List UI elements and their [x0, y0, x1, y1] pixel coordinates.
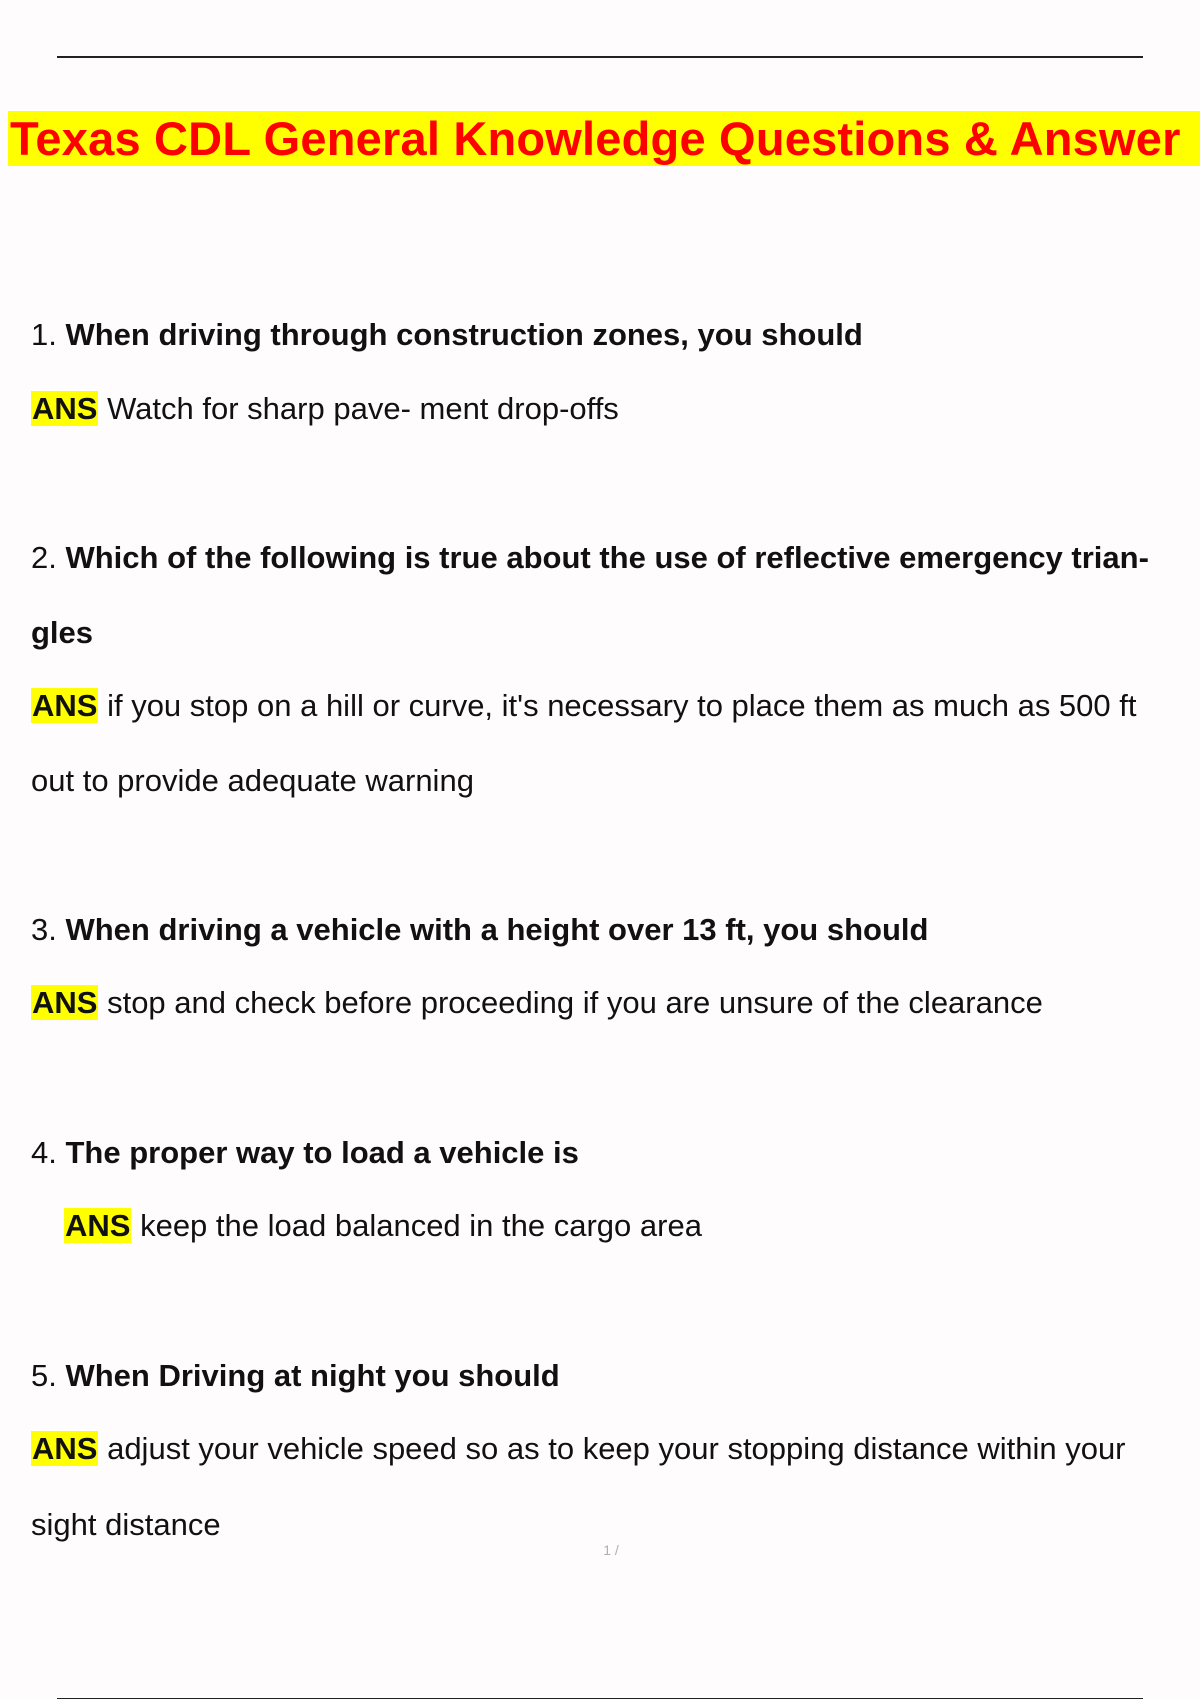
- answer-text: stop and check before proceeding if you are unsure of the clearance: [107, 985, 1043, 1020]
- question-text: When driving a vehicle with a height over 13 ft, you should: [65, 912, 929, 947]
- question-text: When Driving at night you should: [65, 1358, 560, 1393]
- ans-label: ANS: [32, 985, 98, 1020]
- question-number: 4.: [31, 1135, 57, 1170]
- question-1: [31, 317, 863, 353]
- question-5: [31, 1358, 560, 1394]
- answer-text: Watch for sharp pave- ment drop-offs: [107, 391, 619, 426]
- ans-label: ANS: [32, 391, 98, 426]
- question-number: 1.: [31, 317, 57, 352]
- top-rule: [57, 56, 1143, 58]
- answer-1: [31, 389, 619, 429]
- bottom-rule: [57, 1698, 1143, 1699]
- answer-2-continuation: out to provide adequate warning: [31, 763, 474, 798]
- answer-4: [64, 1206, 702, 1246]
- ans-label: ANS: [32, 688, 98, 723]
- question-text: The proper way to load a vehicle is: [65, 1135, 579, 1170]
- answer-text: keep the load balanced in the cargo area: [140, 1208, 702, 1243]
- question-number: 2.: [31, 540, 57, 575]
- question-text: Which of the following is true about the use of reflective emergency trian-: [65, 540, 1149, 575]
- question-2: [31, 540, 1149, 576]
- ans-label: ANS: [65, 1208, 131, 1243]
- answer-5: [31, 1429, 1126, 1469]
- question-3: [31, 912, 928, 948]
- question-number: 5.: [31, 1358, 57, 1393]
- question-4: [31, 1135, 579, 1171]
- document-title: Texas CDL General Knowledge Questions & Answer: [10, 112, 1181, 165]
- page-number: 1 /: [603, 1542, 619, 1558]
- question-2-continuation: gles: [31, 615, 94, 650]
- question-text: When driving through construction zones, you should: [65, 317, 863, 352]
- answer-2: [31, 686, 1137, 726]
- answer-text: adjust your vehicle speed so as to keep your stopping distance within your: [107, 1431, 1126, 1466]
- answer-3: [31, 983, 1043, 1023]
- ans-label: ANS: [32, 1431, 98, 1466]
- answer-text: if you stop on a hill or curve, it's necessary to place them as much as 500 ft: [107, 688, 1137, 723]
- answer-5-continuation: sight distance: [31, 1507, 221, 1542]
- question-number: 3.: [31, 912, 57, 947]
- title-highlight: [8, 111, 1200, 166]
